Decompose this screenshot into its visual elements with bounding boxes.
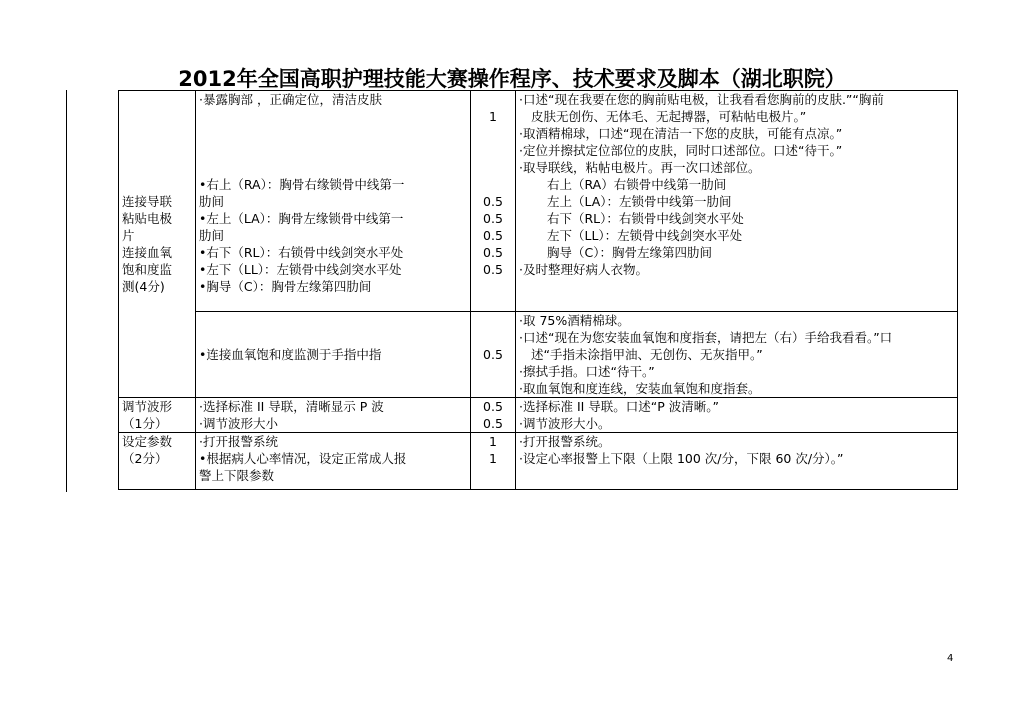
score-value: 1 [489,434,497,449]
table-row [119,91,958,312]
step-text: ·打开报警系统 [199,434,278,449]
table-row [119,398,958,433]
section-text: （1分） [122,416,168,431]
score-value: 0.5 [483,262,503,277]
score-value: 0.5 [483,399,503,414]
score-cell [471,312,516,398]
steps-cell [196,433,471,490]
steps-cell [196,312,471,398]
steps-cell [196,91,471,312]
score-value: 0.5 [483,347,503,362]
table-row [119,312,958,398]
script-text: 胸导（C）：胸骨左缘第四肋间 [547,245,712,260]
section-text: 饱和度监 [122,262,173,277]
table-row [119,433,958,490]
page-number: 4 [947,653,954,664]
step-text: •左上（LA）：胸骨左缘锁骨中线第一 [199,211,404,226]
script-text: ·及时整理好病人衣物。 [519,262,648,277]
section-cell-connect-leads [119,91,196,398]
section-text: 片 [122,228,135,243]
step-text: ·选择标准 II 导联，清晰显示 P 波 [199,399,384,414]
score-value: 1 [489,451,497,466]
score-value: 0.5 [483,194,503,209]
script-cell [516,312,958,398]
section-cell-set-parameters [119,433,196,490]
script-text: ·取酒精棉球，口述“现在清洁一下您的皮肤，可能有点凉。” [519,126,843,141]
score-value: 1 [489,109,497,124]
script-text: 皮肤无创伤、无体毛、无起搏器，可粘帖电极片。” [531,109,807,124]
script-cell [516,433,958,490]
step-text: 肋间 [199,194,225,209]
script-cell [516,398,958,433]
section-text: 粘贴电极 [122,211,173,226]
section-cell-adjust-waveform [119,398,196,433]
script-text: 述“手指未涂指甲油、无创伤、无灰指甲。” [531,347,763,362]
section-text: （2分） [122,451,168,466]
score-value: 0.5 [483,245,503,260]
section-text: 设定参数 [122,434,173,449]
score-value: 0.5 [483,228,503,243]
step-text: 警上下限参数 [199,468,275,483]
script-text: 左上（LA）：左锁骨中线第一肋间 [547,194,732,209]
script-text: ·口述“现在我要在您的胸前贴电极，让我看看您胸前的皮肤.”“胸前 [519,92,884,107]
section-text: 调节波形 [122,399,173,414]
section-text: 连接血氧 [122,245,173,260]
page-title: 2012年全国高职护理技能大赛操作程序、技术要求及脚本（湖北职院） [178,67,846,91]
score-value: 0.5 [483,211,503,226]
script-text: ·口述“现在为您安装血氧饱和度指套，请把左（右）手给我看看。”口 [519,330,893,345]
script-text: ·取血氧饱和度连线，安装血氧饱和度指套。 [519,381,761,396]
script-text: ·取导联线，粘帖电极片。再一次口述部位。 [519,160,761,175]
section-text: 连接导联 [122,194,173,209]
script-text: ·选择标准 II 导联。口述“P 波清晰。” [519,399,720,414]
section-text: 测(4分) [122,279,165,294]
step-text: •连接血氧饱和度监测于手指中指 [199,347,382,362]
step-text: •胸导（C）：胸骨左缘第四肋间 [199,279,372,294]
step-text: 肋间 [199,228,225,243]
score-cell [471,91,516,312]
script-text: ·打开报警系统。 [519,434,611,449]
step-text: •右上（RA）：胸骨右缘锁骨中线第一 [199,177,405,192]
script-text: ·定位并擦拭定位部位的皮肤，同时口述部位。口述“待干。” [519,143,843,158]
script-cell [516,91,958,312]
margin-rule [66,90,67,492]
procedure-table [118,90,958,490]
step-text: ·暴露胸部 ，正确定位，清洁皮肤 [199,92,382,107]
script-text: ·取 75%酒精棉球。 [519,313,630,328]
step-text: •左下（LL）：左锁骨中线剑突水平处 [199,262,402,277]
score-cell [471,398,516,433]
script-text: ·调节波形大小。 [519,416,611,431]
step-text: ·调节波形大小 [199,416,278,431]
score-value: 0.5 [483,416,503,431]
script-text: ·擦拭手指。口述“待干。” [519,364,655,379]
script-text: ·设定心率报警上下限（上限 100 次/分，下限 60 次/分）。” [519,451,844,466]
step-text: •根据病人心率情况，设定正常成人报 [199,451,407,466]
script-text: 右下（RL）：右锁骨中线剑突水平处 [547,211,744,226]
script-text: 左下（LL）：左锁骨中线剑突水平处 [547,228,743,243]
script-text: 右上（RA）右锁骨中线第一肋间 [547,177,727,192]
score-cell [471,433,516,490]
step-text: •右下（RL）：右锁骨中线剑突水平处 [199,245,404,260]
steps-cell [196,398,471,433]
